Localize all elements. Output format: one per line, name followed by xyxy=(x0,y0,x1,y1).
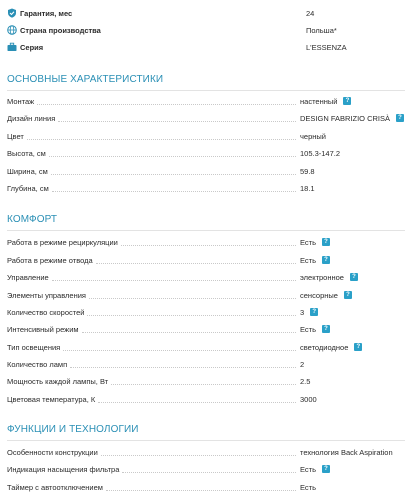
spec-label: Глубина, см xyxy=(7,183,49,193)
shield-check-icon xyxy=(7,8,17,18)
help-icon[interactable]: ? xyxy=(322,256,330,264)
spec-value: Есть xyxy=(300,482,317,492)
spec-row xyxy=(7,305,407,319)
help-icon[interactable]: ? xyxy=(310,308,318,316)
spec-row xyxy=(7,445,407,459)
spec-row xyxy=(7,392,407,406)
summary-row-country xyxy=(7,22,407,38)
spec-row xyxy=(7,374,407,388)
spec-row xyxy=(7,340,407,354)
briefcase-icon xyxy=(7,42,17,52)
spec-value: Есть xyxy=(300,324,317,334)
spec-label: Цвет xyxy=(7,131,24,141)
spec-label: Высота, см xyxy=(7,148,46,158)
spec-label: Работа в режиме отвода xyxy=(7,255,93,265)
spec-value: DESIGN FABRIZIO CRISÀ xyxy=(300,113,391,123)
spec-row xyxy=(7,111,407,125)
summary-value: Польша* xyxy=(306,25,337,35)
spec-label: Особенности конструкции xyxy=(7,447,98,457)
spec-label: Интенсивный режим xyxy=(7,324,79,334)
section-title-functions: ФУНКЦИИ И ТЕХНОЛОГИИ xyxy=(7,424,139,435)
spec-value: 3000 xyxy=(300,394,317,404)
spec-value: Есть xyxy=(300,464,317,474)
spec-value: 18.1 xyxy=(300,183,315,193)
spec-value: 105.3-147.2 xyxy=(300,148,341,158)
globe-icon xyxy=(7,25,17,35)
spec-label: Таймер с автоотключением xyxy=(7,482,103,492)
spec-row xyxy=(7,94,407,108)
spec-row xyxy=(7,129,407,143)
section-divider xyxy=(7,90,405,91)
spec-label: Управление xyxy=(7,272,49,282)
spec-row xyxy=(7,253,407,267)
section-divider xyxy=(7,230,405,231)
spec-label: Дизайн линия xyxy=(7,113,56,123)
spec-value: Есть xyxy=(300,237,317,247)
spec-label: Мощность каждой лампы, Вт xyxy=(7,376,109,386)
spec-value: 3 xyxy=(300,307,305,317)
spec-row xyxy=(7,462,407,476)
help-icon[interactable]: ? xyxy=(322,465,330,473)
section-title-comfort: КОМФОРТ xyxy=(7,214,58,225)
summary-label: Серия xyxy=(20,42,44,52)
section-title-main: ОСНОВНЫЕ ХАРАКТЕРИСТИКИ xyxy=(7,74,164,85)
summary-value: 24 xyxy=(306,8,315,18)
spec-row xyxy=(7,235,407,249)
summary-label: Страна производства xyxy=(20,25,101,35)
summary-value: L'ESSENZA xyxy=(306,42,347,52)
spec-label: Цветовая температура, К xyxy=(7,394,96,404)
spec-value: электронное xyxy=(300,272,344,282)
summary-label: Гарантия, мес xyxy=(20,8,73,18)
help-icon[interactable]: ? xyxy=(350,273,358,281)
spec-label: Количество ламп xyxy=(7,359,68,369)
spec-row xyxy=(7,164,407,178)
help-icon[interactable]: ? xyxy=(343,97,351,105)
spec-label: Тип освещения xyxy=(7,342,61,352)
help-icon[interactable]: ? xyxy=(344,291,352,299)
help-icon[interactable]: ? xyxy=(322,238,330,246)
spec-row xyxy=(7,146,407,160)
help-icon[interactable]: ? xyxy=(396,114,404,122)
spec-label: Работа в режиме рециркуляции xyxy=(7,237,118,247)
spec-label: Ширина, см xyxy=(7,166,48,176)
section-divider xyxy=(7,440,405,441)
spec-label: Количество скоростей xyxy=(7,307,85,317)
summary-row-series xyxy=(7,39,407,55)
spec-label: Монтаж xyxy=(7,96,35,106)
spec-row xyxy=(7,357,407,371)
spec-value: 59.8 xyxy=(300,166,315,176)
spec-row xyxy=(7,322,407,336)
spec-row xyxy=(7,181,407,195)
spec-value: 2.5 xyxy=(300,376,311,386)
spec-row xyxy=(7,270,407,284)
spec-value: сенсорные xyxy=(300,290,338,300)
help-icon[interactable]: ? xyxy=(322,325,330,333)
spec-row xyxy=(7,288,407,302)
spec-label: Элементы управления xyxy=(7,290,86,300)
spec-value: 2 xyxy=(300,359,305,369)
spec-value: технология Back Aspiration xyxy=(300,447,393,457)
summary-row-warranty xyxy=(7,5,407,21)
spec-label: Индикация насыщения фильтра xyxy=(7,464,120,474)
spec-value: настенный xyxy=(300,96,338,106)
spec-row xyxy=(7,480,407,494)
spec-value: светодиодное xyxy=(300,342,349,352)
help-icon[interactable]: ? xyxy=(354,343,362,351)
spec-value: черный xyxy=(300,131,326,141)
spec-value: Есть xyxy=(300,255,317,265)
